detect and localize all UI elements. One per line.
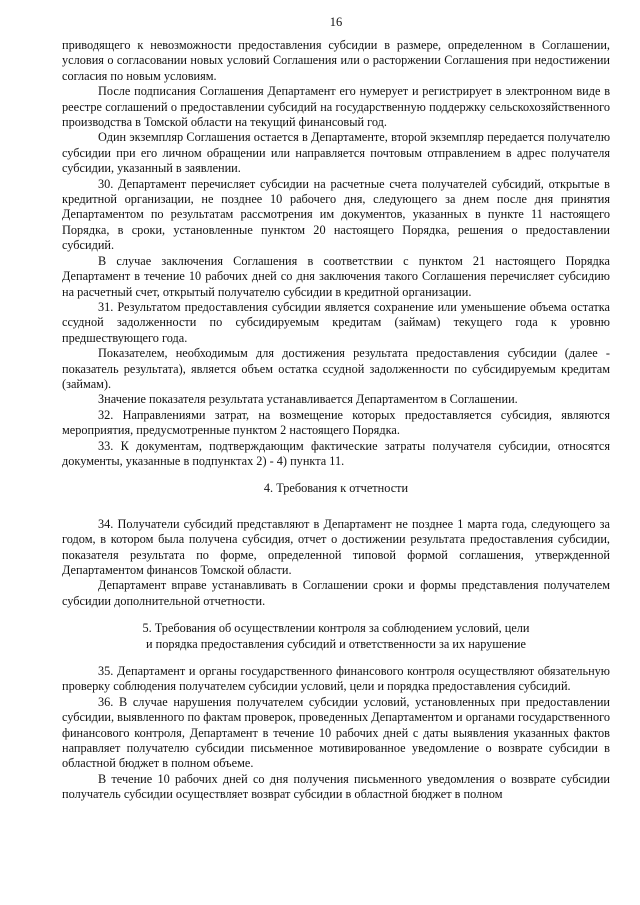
page-number: 16 (329, 15, 343, 29)
paragraph: Значение показателя результата устанавливается Департаментом в Соглашении. (98, 392, 518, 407)
paragraph: 32. Направлениями затрат, на возмещение которых предоставляется субсидия, являются мероприятия, предусмотренные пунктом 2 настоящего Порядка. (62, 407, 610, 438)
section-5-heading (62, 621, 610, 652)
paragraph: 36. В случае нарушения получателем субсидии условий, установленных при предоставлении субсидии, выявленного по фактам проверок, проведенных Департаментом и органами государственного финансового контроля, Департамент в течение 10 рабочих дней с даты выявления указанных фактов направляет получателю субсидии письменное мотивированное уведомление о возврате субсидии в областной бюджет в полном объеме. (62, 694, 610, 771)
paragraph: В течение 10 рабочих дней со дня получения письменного уведомления о возврате субсидии получатель субсидии осуществляет возврат субсидии в областной бюджет в полном (62, 771, 610, 802)
paragraphs-section4 (62, 517, 610, 609)
paragraph: приводящего к невозможности предоставления субсидии в размере, определенном в Соглашении, условия о согласовании новых условий Соглашения или о расторжении Соглашения при недостижении согласия по новым условиям. (62, 38, 610, 83)
section-5-heading-line-2: и порядка предоставления субсидий и ответственности за их нарушение (146, 636, 526, 651)
section-5-heading-line-1: 5. Требования об осуществлении контроля за соблюдением условий, цели (142, 621, 530, 636)
paragraph: После подписания Соглашения Департамент его нумерует и регистрирует в электронном виде в реестре соглашений о предоставлении субсидий на государственную поддержку сельскохозяйственного производства в Томской области на текущий финансовый год. (62, 84, 610, 130)
paragraph: 35. Департамент и органы государственного финансового контроля осуществляют обязательную проверку соблюдения получателем субсидии условий, цели и порядка предоставления субсидий. (62, 664, 610, 694)
paragraph: 31. Результатом предоставления субсидии является сохранение или уменьшение объема остатка ссудной задолженности по субсидируемым кредитам (займам) текущего года к уровню предшествующего года. (62, 299, 610, 345)
document-page (62, 14, 610, 803)
paragraph: 34. Получатели субсидий представляют в Департамент не позднее 1 марта года, следующего за годом, в котором была получена субсидия, отчет о достижении результата предоставления субсидии, показателя результата по форме, определенной типовой формой соглашения, утвержденной Департаментом финансов Томской области. (62, 516, 610, 577)
paragraph: 30. Департамент перечисляет субсидии на расчетные счета получателей субсидий, открытые в кредитной организации, не позднее 10 рабочего дня, следующего за днем после дня принятия Департаментом по результатам рассмотрения им документов, указанных в пункте 11 настоящего Порядка, в сроки, установленные пунктом 20 настоящего Порядка, решения о предоставлении субсидий. (62, 176, 610, 253)
paragraphs-before-section4 (62, 38, 610, 469)
paragraph: Один экземпляр Соглашения остается в Департаменте, второй экземпляр передается получателю субсидии при его личном обращении или направляется почтовым отправлением в адрес получателя субсидии, указанный в заявлении. (62, 130, 610, 176)
paragraph: Показателем, необходимым для достижения результата предоставления субсидии (далее - показатель результата), является объем остатка ссудной задолженности по субсидируемым кредитам (займам). (62, 346, 610, 391)
paragraph: В случае заключения Соглашения в соответствии с пунктом 21 настоящего Порядка Департамент в течение 10 рабочих дней со дня заключения такого Соглашения перечисляет субсидию на расчетный счет, открытый получателю субсидии в кредитной организации. (62, 253, 610, 299)
section-4-heading: 4. Требования к отчетности (263, 481, 409, 496)
paragraph: Департамент вправе устанавливать в Соглашении сроки и формы представления получателем субсидии дополнительной отчетности. (62, 578, 610, 608)
paragraph: 33. К документам, подтверждающим фактические затраты получателя субсидии, относятся документы, указанные в подпунктах 2) - 4) пункта 11. (62, 438, 610, 468)
paragraphs-section5 (62, 664, 610, 803)
